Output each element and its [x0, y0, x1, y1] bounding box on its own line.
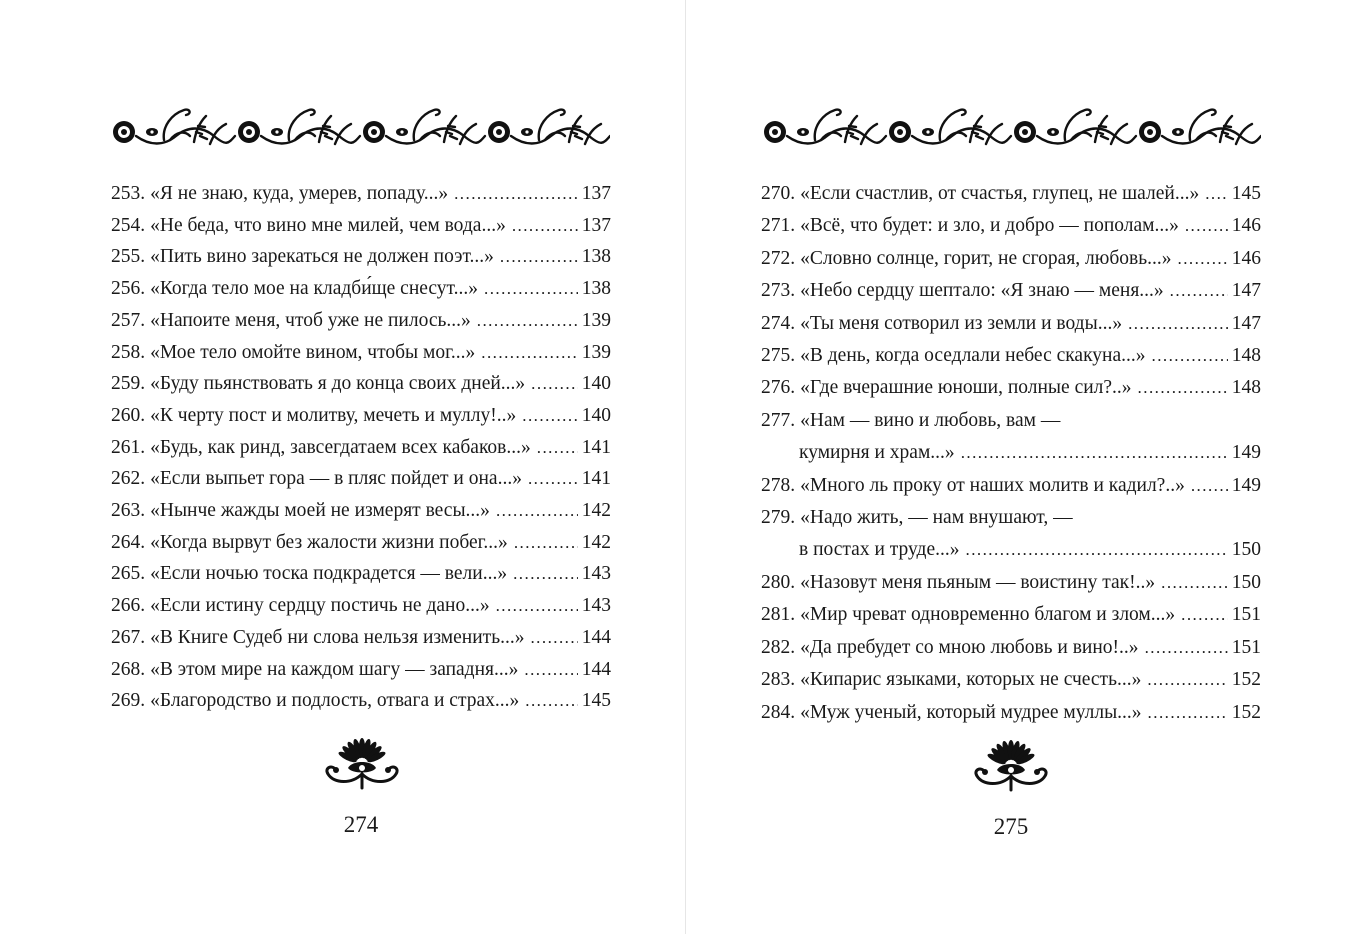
entry-title: «Да пребудет со мною любовь и вино!..»: [800, 636, 1139, 658]
page-number: 275: [993, 814, 1029, 839]
entry-title: «Ты меня сотворил из земли и воды...»: [800, 312, 1123, 334]
toc-entry: [761, 210, 1261, 242]
toc-entry: [111, 432, 611, 464]
dot-leader: [1145, 632, 1228, 664]
table-of-contents: [761, 178, 1261, 729]
entry-title: «Мир чреват одновременно благом и злом...»: [800, 604, 1176, 626]
entry-page: 139: [581, 341, 611, 363]
dot-leader: [1178, 243, 1228, 275]
entry-page: 138: [581, 278, 611, 300]
entry-number: 263.: [111, 500, 146, 522]
toc-entry: [111, 527, 611, 559]
right-page: [686, 0, 1371, 934]
entry-title: «Будь, как ринд, завсегдатаем всех кабаков...»: [150, 436, 531, 458]
dot-leader: [522, 400, 577, 432]
entry-title: «Если истину сердцу постичь не дано...»: [150, 595, 490, 617]
dot-leader: [512, 210, 578, 242]
palmette-icon: [971, 736, 1051, 792]
toc-entry: [761, 405, 1261, 470]
toc-entry: [761, 340, 1261, 372]
entry-title: «Небо сердцу шептало: «Я знаю — меня...»: [800, 280, 1164, 302]
toc-entry: [761, 599, 1261, 631]
toc-entry: [111, 558, 611, 590]
toc-entry: [761, 697, 1261, 729]
entry-page: 140: [581, 404, 611, 426]
toc-entry: [761, 664, 1261, 696]
dot-leader: [1147, 664, 1227, 696]
dot-leader: [500, 241, 578, 273]
table-of-contents: [111, 178, 611, 717]
entry-page: 150: [1231, 571, 1261, 593]
entry-page: 152: [1231, 669, 1261, 691]
dot-leader: [1181, 599, 1228, 631]
entry-title: «Буду пьянствовать я до конца своих дней...»: [150, 373, 526, 395]
entry-page: 148: [1231, 377, 1261, 399]
toc-entry: [761, 502, 1261, 567]
toc-entry: [111, 337, 611, 369]
entry-title: «Словно солнце, горит, не сгорая, любовь...»: [800, 247, 1172, 269]
entry-page: 148: [1231, 345, 1261, 367]
entry-title: «Мое тело омойте вином, чтобы мог...»: [150, 341, 476, 363]
entry-title: «Всё, что будет: и зло, и добро — пополам...»: [800, 215, 1179, 237]
entry-title: «Когда тело мое на кладби́ще снесут...»: [150, 278, 478, 300]
dot-leader: [1161, 567, 1228, 599]
toc-entry: [761, 308, 1261, 340]
entry-number: 255.: [111, 246, 146, 268]
entry-number: 265.: [111, 563, 146, 585]
dot-leader: [530, 622, 577, 654]
entry-page: 138: [581, 246, 611, 268]
toc-entry: [111, 463, 611, 495]
entry-number: 253.: [111, 183, 146, 204]
entry-number: 254.: [111, 214, 146, 236]
toc-entry: [761, 567, 1261, 599]
toc-entry: [761, 178, 1261, 210]
entry-page: 149: [1231, 442, 1261, 464]
entry-number: 264.: [111, 531, 146, 553]
entry-title: «Я не знаю, куда, умерев, попаду...»: [150, 183, 449, 204]
entry-page: 143: [581, 595, 611, 617]
entry-number: 282.: [761, 636, 796, 658]
entry-title-continued: в постах и труде...»: [799, 539, 960, 561]
scroll-vine-border-icon: [761, 102, 1261, 152]
dot-leader: [1148, 697, 1228, 729]
toc-entry: [111, 590, 611, 622]
toc-entry: [761, 372, 1261, 404]
left-page: [0, 0, 685, 934]
entry-page: 145: [581, 690, 611, 712]
dot-leader: [496, 590, 578, 622]
entry-number: 277.: [761, 409, 796, 431]
entry-number: 280.: [761, 571, 796, 593]
entry-number: 279.: [761, 507, 796, 529]
toc-entry: [111, 368, 611, 400]
entry-title: «Когда вырвут без жалости жизни побег...»: [150, 531, 508, 553]
toc-entry: [111, 305, 611, 337]
entry-title: «Надо жить, — нам внушают, —: [800, 507, 1073, 529]
entry-page: 145: [1231, 183, 1261, 204]
dot-leader: [481, 337, 577, 369]
entry-page: 137: [581, 214, 611, 236]
entry-page: 150: [1231, 539, 1261, 561]
entry-title: «Напоите меня, чтоб уже не пилось...»: [150, 309, 471, 331]
entry-page: 144: [581, 658, 611, 680]
dot-leader: [1170, 275, 1228, 307]
entry-number: 258.: [111, 341, 146, 363]
toc-entry: [111, 210, 611, 242]
entry-title: «Кипарис языками, которых не счесть...»: [800, 669, 1142, 691]
entry-number: 260.: [111, 404, 146, 426]
dot-leader: [1185, 210, 1228, 242]
dot-leader: [524, 654, 577, 686]
entry-page: 151: [1231, 636, 1261, 658]
entry-number: 268.: [111, 658, 146, 680]
entry-title: «Нынче жажды моей не измерят весы...»: [150, 500, 490, 522]
entry-title: «Благородство и подлость, отвага и страх...»: [150, 690, 520, 712]
entry-page: 149: [1231, 474, 1261, 496]
entry-number: 272.: [761, 247, 796, 269]
entry-number: 275.: [761, 345, 796, 367]
entry-number: 267.: [111, 626, 146, 648]
entry-number: 276.: [761, 377, 796, 399]
dot-leader: [514, 527, 578, 559]
entry-title: «Много ль проку от наших молитв и кадил?..»: [800, 474, 1185, 496]
entry-page: 141: [581, 436, 611, 458]
toc-entry: [761, 243, 1261, 275]
entry-page: 144: [581, 626, 611, 648]
toc-entry: [111, 685, 611, 717]
palmette-icon: [322, 734, 402, 790]
toc-entry: [111, 273, 611, 305]
entry-page: 142: [581, 531, 611, 553]
entry-number: 271.: [761, 215, 796, 237]
entry-number: 284.: [761, 701, 796, 723]
dot-leader: [528, 463, 578, 495]
dot-leader: [1138, 372, 1228, 404]
dot-leader: [961, 437, 1228, 469]
entry-number: 266.: [111, 595, 146, 617]
entry-page: 146: [1231, 247, 1261, 269]
dot-leader: [496, 495, 578, 527]
entry-page: 147: [1231, 280, 1261, 302]
entry-number: 257.: [111, 309, 146, 331]
dot-leader: [454, 178, 578, 210]
entry-title: «В день, когда оседлали небес скакуна...»: [800, 345, 1146, 367]
toc-entry: [111, 241, 611, 273]
dot-leader: [484, 273, 578, 305]
dot-leader: [1191, 470, 1228, 502]
entry-number: 261.: [111, 436, 146, 458]
dot-leader: [513, 558, 578, 590]
entry-page: 143: [581, 563, 611, 585]
entry-title: «В Книге Судеб ни слова нельзя изменить...»: [150, 626, 525, 648]
entry-number: 256.: [111, 278, 146, 300]
toc-entry: [111, 400, 611, 432]
toc-entry: [761, 632, 1261, 664]
dot-leader: [525, 685, 578, 717]
entry-page: 147: [1231, 312, 1261, 334]
page-number: 274: [343, 812, 379, 837]
scroll-vine-border-icon: [110, 102, 610, 152]
entry-title: «Если выпьет гора — в пляс пойдет и она...»: [150, 468, 522, 490]
toc-entry: [111, 654, 611, 686]
entry-title: «Где вчерашние юноши, полные сил?..»: [800, 377, 1132, 399]
entry-number: 273.: [761, 280, 796, 302]
entry-number: 269.: [111, 690, 146, 712]
dot-leader: [966, 534, 1228, 566]
toc-entry: [761, 275, 1261, 307]
entry-title: «Если ночью тоска подкрадется — вели...»: [150, 563, 508, 585]
entry-number: 281.: [761, 604, 796, 626]
dot-leader: [537, 432, 578, 464]
toc-entry: [111, 178, 611, 210]
entry-title: «Пить вино зарекаться не должен поэт...»: [150, 246, 494, 268]
dot-leader: [531, 368, 578, 400]
entry-page: 137: [581, 183, 611, 204]
entry-page: 141: [581, 468, 611, 490]
entry-page: 140: [581, 373, 611, 395]
entry-title: «Назовут меня пьяным — воистину так!..»: [800, 571, 1156, 593]
entry-page: 151: [1231, 604, 1261, 626]
entry-page: 139: [581, 309, 611, 331]
entry-title: «В этом мире на каждом шагу — западня...»: [150, 658, 519, 680]
entry-number: 278.: [761, 474, 796, 496]
entry-number: 259.: [111, 373, 146, 395]
entry-number: 262.: [111, 468, 146, 490]
entry-title: «К черту пост и молитву, мечеть и муллу!..»: [150, 404, 517, 426]
entry-title: «Нам — вино и любовь, вам —: [800, 409, 1061, 431]
toc-entry: [111, 622, 611, 654]
entry-number: 283.: [761, 669, 796, 691]
entry-page: 152: [1231, 701, 1261, 723]
entry-page: 146: [1231, 215, 1261, 237]
dot-leader: [1128, 308, 1228, 340]
entry-title: «Не беда, что вино мне милей, чем вода...»: [150, 214, 506, 236]
entry-title: «Муж ученый, который мудрее муллы...»: [800, 701, 1142, 723]
entry-title: «Если счастлив, от счастья, глупец, не шалей...»: [800, 183, 1200, 204]
dot-leader: [1152, 340, 1228, 372]
dot-leader: [477, 305, 578, 337]
entry-page: 142: [581, 500, 611, 522]
toc-entry: [761, 470, 1261, 502]
entry-number: 270.: [761, 183, 796, 204]
entry-number: 274.: [761, 312, 796, 334]
toc-entry: [111, 495, 611, 527]
entry-title-continued: кумирня и храм...»: [799, 442, 955, 464]
dot-leader: [1205, 178, 1228, 210]
